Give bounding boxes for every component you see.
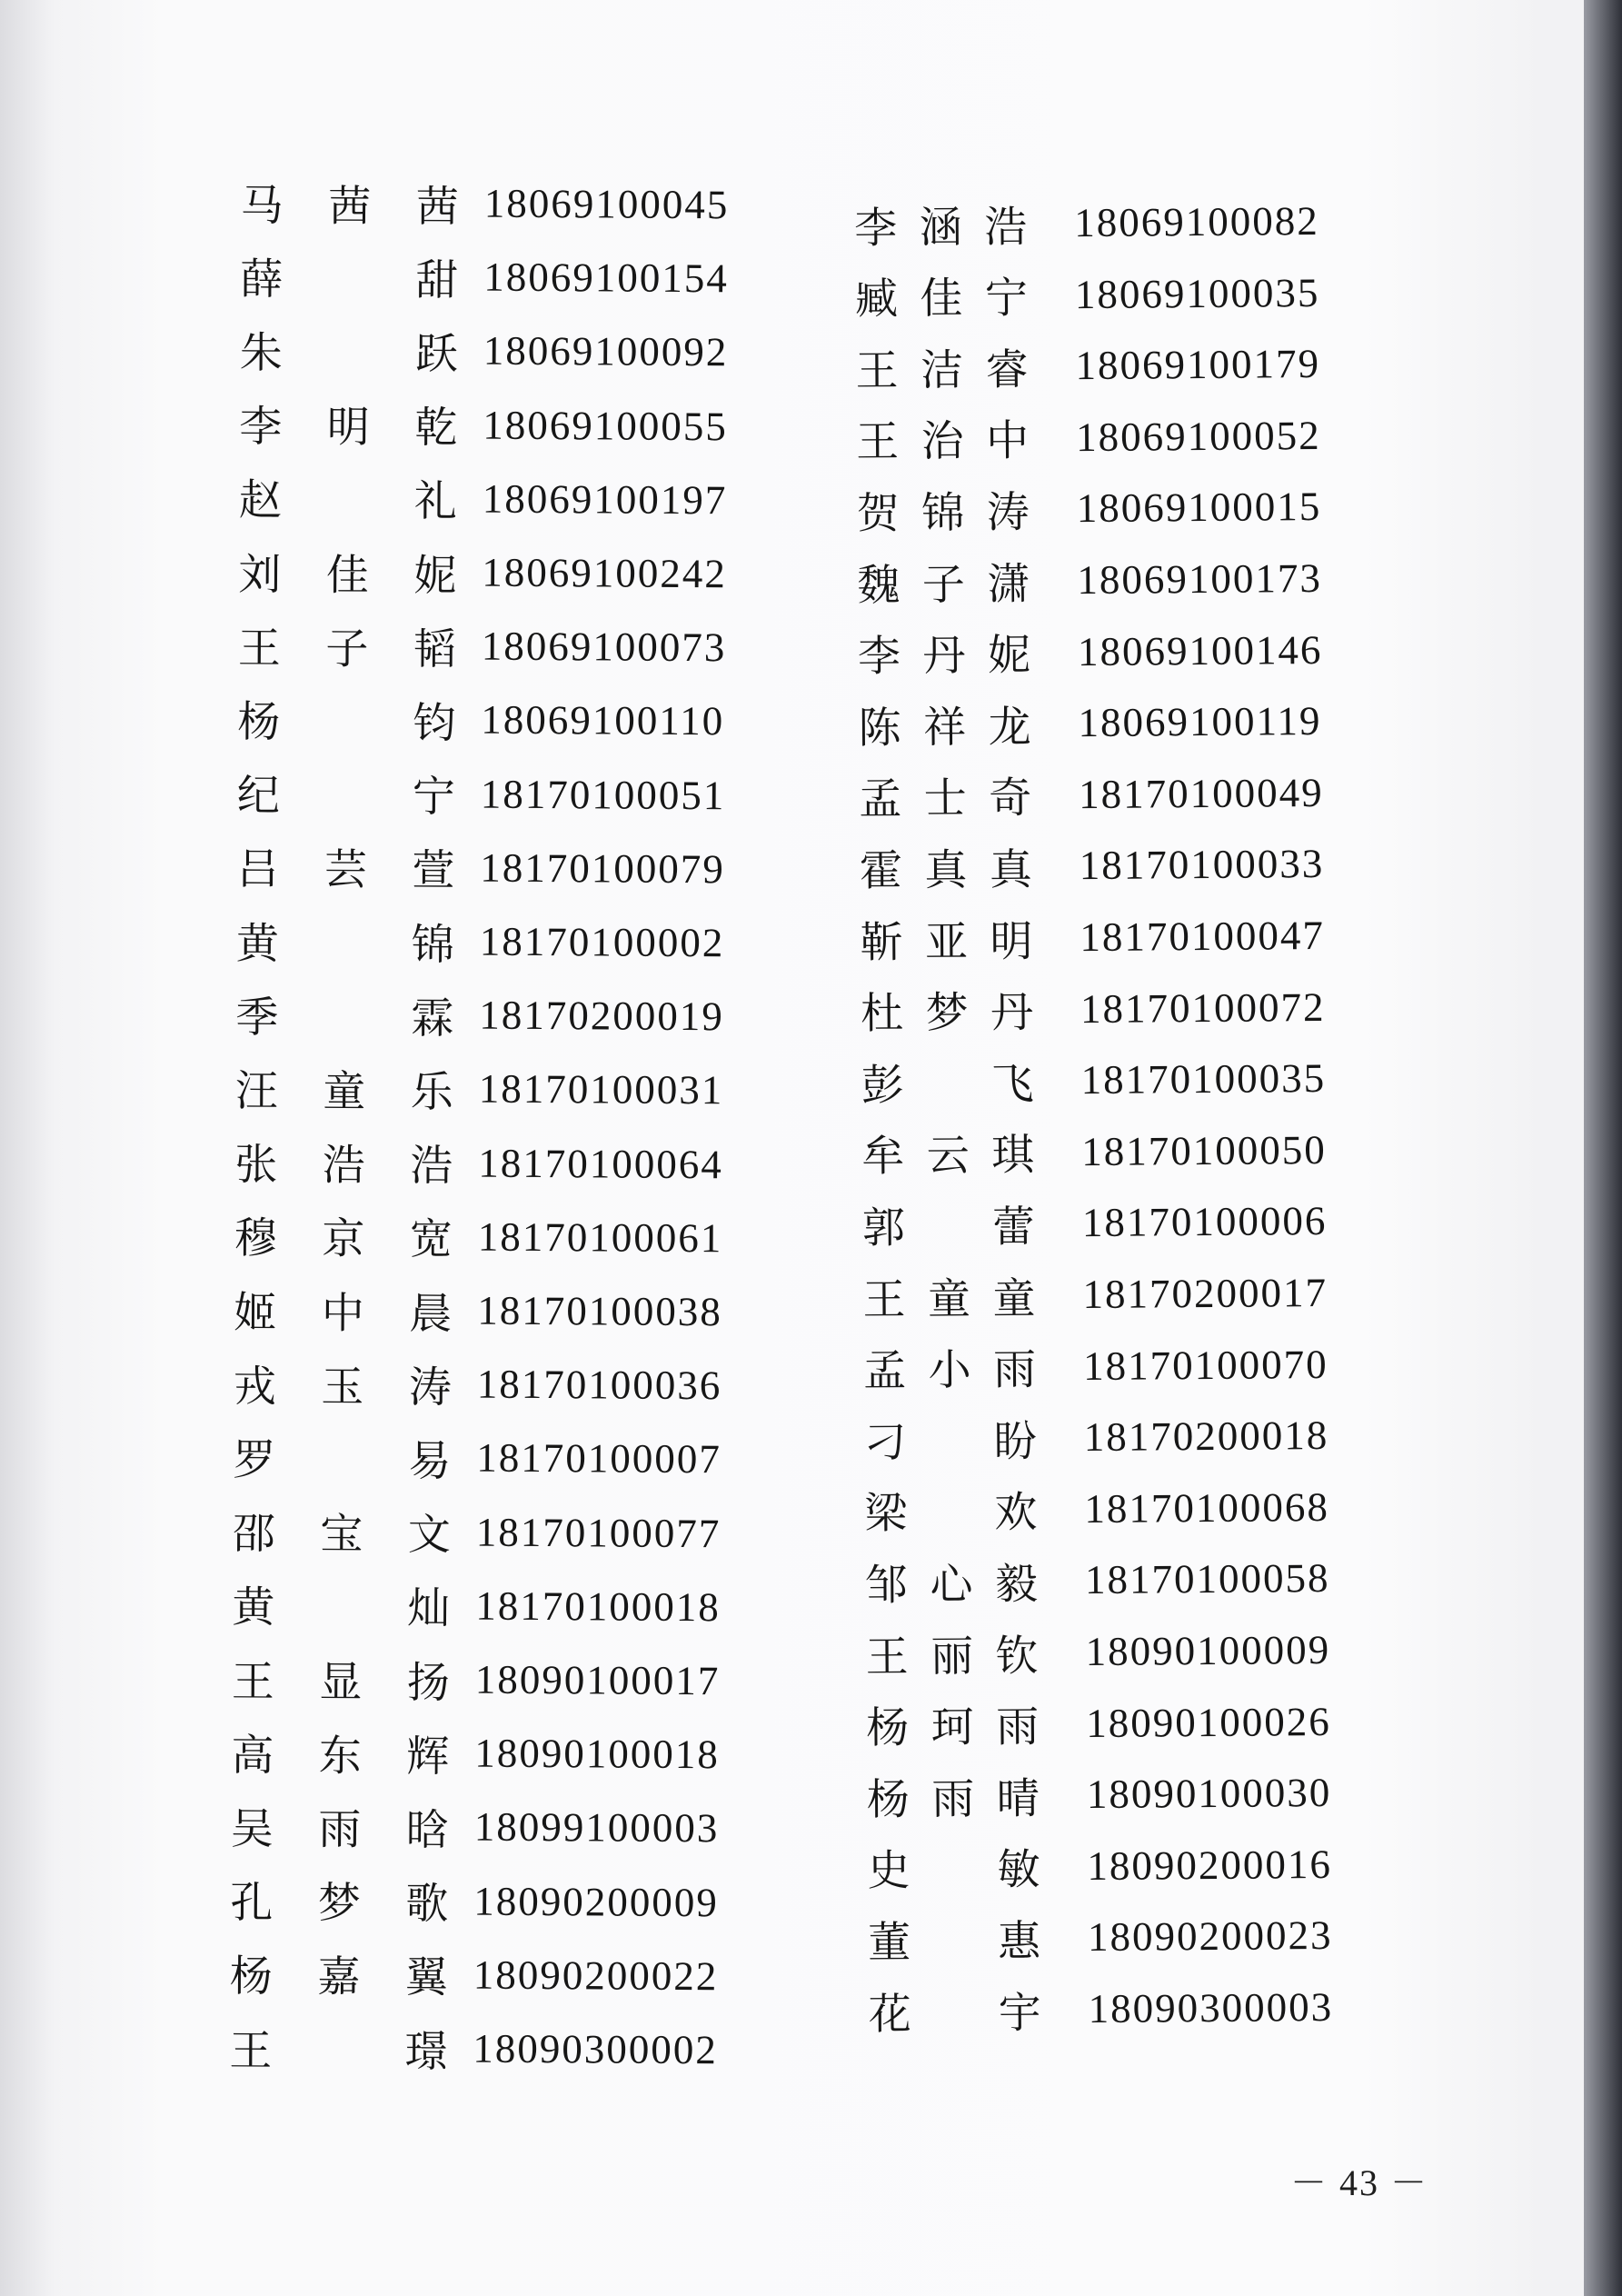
name-entry (858, 621, 1323, 683)
name-entry (862, 1192, 1328, 1253)
person-name: 刘佳妮 (238, 549, 457, 601)
name-entry (859, 764, 1324, 825)
person-name: 郭蕾 (861, 1202, 1036, 1253)
name-entry (240, 246, 729, 307)
name-entry (235, 1058, 724, 1119)
student-id: 18170100036 (476, 1361, 722, 1409)
student-id: 18170100033 (1079, 841, 1325, 889)
name-entry (863, 1335, 1328, 1397)
student-id: 18170100031 (478, 1066, 724, 1113)
person-name: 贺锦涛 (856, 487, 1030, 539)
student-id: 18170200019 (479, 992, 724, 1040)
student-id: 18069100197 (482, 475, 728, 524)
name-entry (868, 1906, 1333, 1968)
student-id: 18069100092 (483, 328, 729, 375)
student-id: 18069100119 (1078, 698, 1322, 746)
student-id: 18090100009 (1085, 1626, 1331, 1675)
student-id: 18170100002 (479, 918, 725, 966)
person-name: 黄灿 (232, 1582, 451, 1634)
student-id: 18069100015 (1076, 484, 1322, 532)
name-entry (861, 1121, 1327, 1183)
person-name: 邵宝文 (232, 1509, 452, 1561)
student-id: 18069100055 (483, 402, 728, 449)
student-id: 18069100173 (1077, 554, 1323, 604)
student-id: 18090100026 (1086, 1698, 1331, 1746)
name-entry (237, 689, 724, 750)
name-entry (868, 1978, 1333, 2040)
person-name: 王童童 (862, 1273, 1036, 1325)
name-entry (855, 334, 1320, 396)
person-name: 刁盼 (863, 1416, 1037, 1468)
student-id: 18170100077 (475, 1509, 721, 1556)
student-id: 18170100018 (475, 1582, 721, 1631)
student-id: 18090200016 (1087, 1841, 1333, 1889)
scan-edge-shadow (1584, 0, 1622, 2296)
name-entry (231, 1722, 720, 1783)
name-entry (867, 1835, 1332, 1897)
student-id: 18170100068 (1084, 1483, 1330, 1532)
person-name: 王显扬 (231, 1656, 451, 1708)
student-id: 18069100082 (1074, 197, 1319, 246)
person-name: 牟云琪 (861, 1130, 1035, 1183)
name-entry (233, 1502, 721, 1562)
person-name: 王洁睿 (855, 344, 1029, 396)
person-name: 纪宁 (236, 771, 455, 823)
name-entry (865, 1621, 1330, 1682)
name-entry (865, 1549, 1330, 1611)
person-name: 薛甜 (240, 254, 459, 306)
name-entry (239, 394, 728, 455)
name-entry (233, 1427, 721, 1488)
name-entry (864, 1478, 1329, 1540)
name-entry (854, 192, 1319, 254)
person-name: 孟士奇 (859, 773, 1032, 825)
student-id: 18090200023 (1087, 1912, 1333, 1961)
name-entry (867, 1763, 1332, 1825)
person-name: 赵礼 (238, 475, 457, 527)
person-name: 穆京宽 (234, 1213, 453, 1265)
person-name: 杨嘉翼 (229, 1952, 449, 2003)
person-name: 彭飞 (861, 1059, 1034, 1111)
student-id: 18090200009 (473, 1878, 720, 1925)
person-name: 朱跃 (239, 327, 458, 380)
name-entry (861, 1049, 1326, 1111)
person-name: 杨雨晴 (866, 1773, 1040, 1825)
student-id: 18069100035 (1074, 269, 1320, 317)
student-id: 18170100038 (477, 1287, 723, 1335)
name-entry (861, 978, 1326, 1040)
person-name: 戎玉涛 (233, 1361, 453, 1413)
name-entry (229, 2018, 718, 2079)
student-id: 18170100035 (1080, 1055, 1327, 1103)
student-id: 18170200017 (1082, 1269, 1328, 1318)
student-id: 18170100061 (477, 1213, 723, 1262)
name-entry (855, 264, 1320, 325)
name-entry (240, 320, 729, 381)
person-name: 邹心毅 (864, 1559, 1039, 1611)
student-id: 18069100052 (1075, 412, 1321, 460)
name-entry (236, 837, 725, 898)
person-name: 王丽钦 (865, 1630, 1039, 1682)
person-name: 吕芸萱 (236, 844, 455, 896)
person-name: 汪童乐 (234, 1065, 453, 1118)
person-name: 花宇 (868, 1987, 1041, 2040)
name-entry (237, 764, 726, 824)
student-id: 18090300002 (473, 2025, 719, 2073)
name-entry (856, 406, 1321, 468)
name-entry (858, 692, 1321, 754)
person-name: 靳亚明 (860, 915, 1033, 968)
name-entry (860, 834, 1325, 896)
name-entry (234, 1280, 722, 1341)
name-entry (230, 1944, 719, 2005)
student-id: 18170100058 (1084, 1555, 1330, 1603)
student-id: 18069100154 (483, 254, 729, 302)
person-name: 马茜茜 (240, 180, 459, 232)
name-entry (234, 1206, 723, 1267)
person-name: 张浩浩 (234, 1140, 453, 1192)
student-id: 18170100006 (1081, 1198, 1328, 1246)
person-name: 王治中 (855, 415, 1030, 468)
student-id: 18069100073 (481, 623, 727, 671)
person-name: 杨钧 (237, 696, 456, 749)
person-name: 王子韬 (237, 623, 456, 675)
name-entry (241, 173, 730, 234)
person-name: 史敏 (867, 1844, 1040, 1897)
name-entry (235, 984, 724, 1045)
person-name: 李明乾 (239, 402, 458, 454)
person-name: 杨珂雨 (866, 1702, 1040, 1754)
person-name: 罗易 (233, 1434, 452, 1487)
name-entry (863, 1406, 1328, 1468)
student-id: 18069100242 (482, 549, 727, 597)
name-entry (857, 549, 1322, 611)
person-name: 季霖 (235, 992, 454, 1044)
student-id: 18090300003 (1088, 1983, 1334, 2032)
student-id: 18170100064 (478, 1140, 723, 1187)
page-number: － 43 － (1290, 2162, 1428, 2203)
person-name: 李涵浩 (854, 202, 1028, 254)
person-name: 霍真真 (859, 844, 1033, 896)
name-entry (231, 1796, 720, 1857)
name-entry (234, 1353, 722, 1414)
person-name: 董惠 (867, 1916, 1041, 1968)
student-id: 18170100050 (1081, 1126, 1327, 1174)
person-name: 孟小雨 (862, 1344, 1037, 1397)
student-id: 18069100146 (1077, 626, 1323, 674)
person-name: 吴雨晗 (230, 1803, 450, 1856)
student-id: 18090100017 (474, 1656, 721, 1704)
person-name: 王璟 (229, 2025, 448, 2077)
student-id: 18090200022 (473, 1952, 719, 2000)
name-entry (860, 906, 1325, 968)
student-id: 18170100049 (1078, 769, 1324, 817)
name-entry (232, 1575, 721, 1636)
student-id: 18170100079 (480, 844, 725, 893)
person-name: 臧佳宁 (854, 273, 1029, 325)
name-entry (230, 1871, 719, 1932)
name-entry (238, 615, 727, 676)
name-entry (234, 1133, 723, 1193)
student-id: 18069100110 (481, 697, 725, 744)
name-entry (856, 477, 1321, 539)
person-name: 姬中晨 (234, 1287, 453, 1339)
student-id: 18170100051 (480, 771, 726, 818)
person-name: 梁欢 (864, 1487, 1038, 1540)
name-entry (239, 468, 728, 529)
person-name: 高东辉 (231, 1730, 450, 1782)
student-id: 18090100018 (474, 1730, 721, 1778)
name-entry (862, 1263, 1328, 1325)
person-name: 黄锦 (235, 918, 454, 970)
name-entry (236, 911, 725, 972)
student-id: 18170100047 (1080, 912, 1326, 961)
name-entry (232, 1649, 721, 1710)
student-id: 18170100072 (1080, 983, 1326, 1032)
student-id: 18069100179 (1075, 341, 1321, 389)
student-id: 18170100007 (476, 1435, 722, 1482)
person-name: 李丹妮 (857, 630, 1031, 683)
student-id: 18069100045 (483, 180, 730, 228)
person-name: 孔梦歌 (230, 1878, 449, 1930)
person-name: 陈祥龙 (858, 702, 1031, 754)
name-entry (238, 542, 727, 603)
student-id: 18170200018 (1083, 1413, 1329, 1461)
student-id: 18090100030 (1086, 1770, 1332, 1818)
person-name: 魏子潇 (857, 558, 1030, 611)
name-entry (866, 1692, 1331, 1754)
student-id: 18170100070 (1082, 1341, 1328, 1389)
person-name: 杜梦丹 (860, 987, 1034, 1040)
student-id: 18099100003 (473, 1803, 720, 1852)
